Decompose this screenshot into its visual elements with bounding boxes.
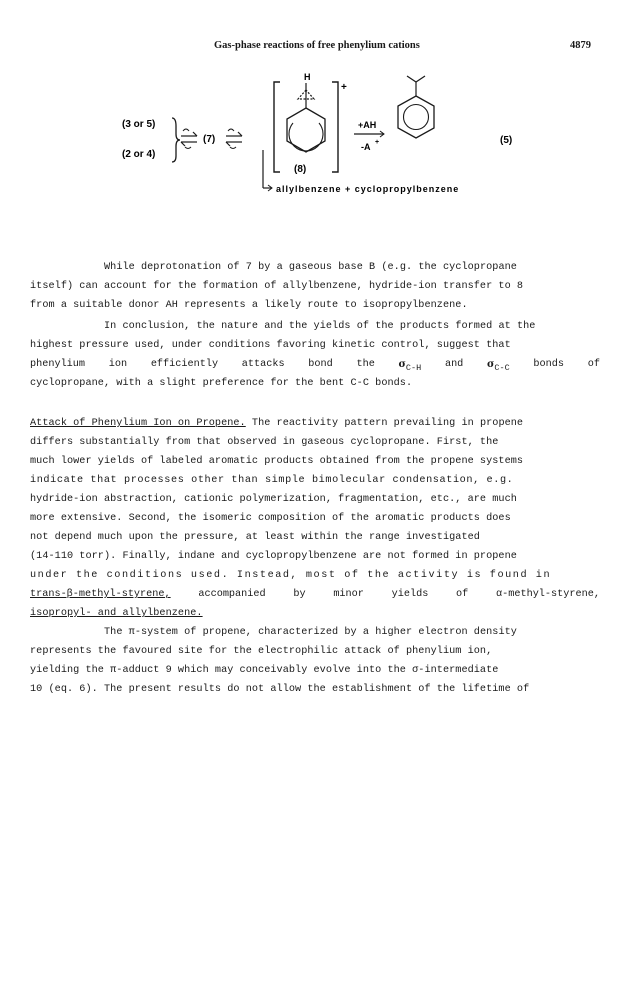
page-number: 4879: [570, 40, 591, 51]
text-line: yielding the π-adduct 9 which may conceivably evolve into the σ-intermediate: [30, 665, 499, 676]
text-line: represents the favoured site for the electrophilic attack of phenylium ion,: [30, 646, 493, 657]
text-line: highest pressure used, under conditions favoring kinetic control, suggest that: [30, 340, 511, 351]
text-line: itself) can account for the formation of allylbenzene, hydride-ion transfer to 8: [30, 281, 524, 292]
text-line-justified: trans-β-methyl-styrene, accompanied by minor yields of α-methyl-styrene,: [30, 589, 600, 600]
text-line: cyclopropane, with a slight preference for the bent C-C bonds.: [30, 378, 413, 389]
text-line: The π-system of propene, characterized by a higher electron density: [104, 627, 517, 638]
text-line: 10 (eq. 6). The present results do not allow the establishment of the lifetime of: [30, 684, 530, 695]
equation-number: (5): [500, 135, 513, 146]
text-line: not depend much upon the pressure, at least within the range investigated: [30, 532, 480, 543]
text-line: While deprotonation of 7 by a gaseous base B (e.g. the cyclopropane: [104, 262, 517, 273]
text-line: In conclusion, the nature and the yields of the products formed at the: [104, 321, 536, 332]
text-line-justified: phenylium ion efficiently attacks bond the $\sigma_{C-H}$ and $\sigma_{C-C}$ bonds of: [30, 359, 600, 373]
text-line: Attack of Phenylium Ion on Propene. The reactivity pattern prevailing in propene: [30, 418, 524, 429]
products-label: allylbenzene + cyclopropylbenzene: [276, 184, 460, 194]
reagent-ah: +AH: [358, 120, 377, 130]
running-header-title: Gas-phase reactions of free phenylium cations: [214, 40, 420, 51]
text-line: much lower yields of labeled aromatic products obtained from the propene systems: [30, 456, 524, 467]
text-line: isopropyl- and allylbenzene.: [30, 608, 203, 619]
section-heading: Attack of Phenylium Ion on Propene.: [30, 418, 246, 429]
label-7: (7): [203, 134, 216, 145]
text-line: more extensive. Second, the isomeric composition of the aromatic products does: [30, 513, 511, 524]
text-line: under the conditions used. Instead, most of the activity is found in: [30, 570, 552, 581]
text-line: hydride-ion abstraction, cationic polymerization, fragmentation, etc., are much: [30, 494, 517, 505]
label-3-or-5: (3 or 5): [122, 119, 156, 130]
text-line: (14-110 torr). Finally, indane and cyclopropylbenzene are not formed in propene: [30, 551, 517, 562]
h-atom-label: H: [304, 72, 311, 82]
cation-charge: +: [341, 82, 347, 93]
label-8: (8): [294, 164, 307, 175]
label-2-or-4: (2 or 4): [122, 149, 156, 160]
reagent-minus-a: -A: [361, 142, 371, 152]
text-line: differs substantially from that observed in gaseous cyclopropane. First, the: [30, 437, 499, 448]
reagent-minus-a-sup: +: [375, 139, 380, 146]
text-line: from a suitable donor AH represents a likely route to isopropylbenzene.: [30, 300, 468, 311]
text-line: indicate that processes other than simple bimolecular condensation, e.g.: [30, 475, 514, 486]
